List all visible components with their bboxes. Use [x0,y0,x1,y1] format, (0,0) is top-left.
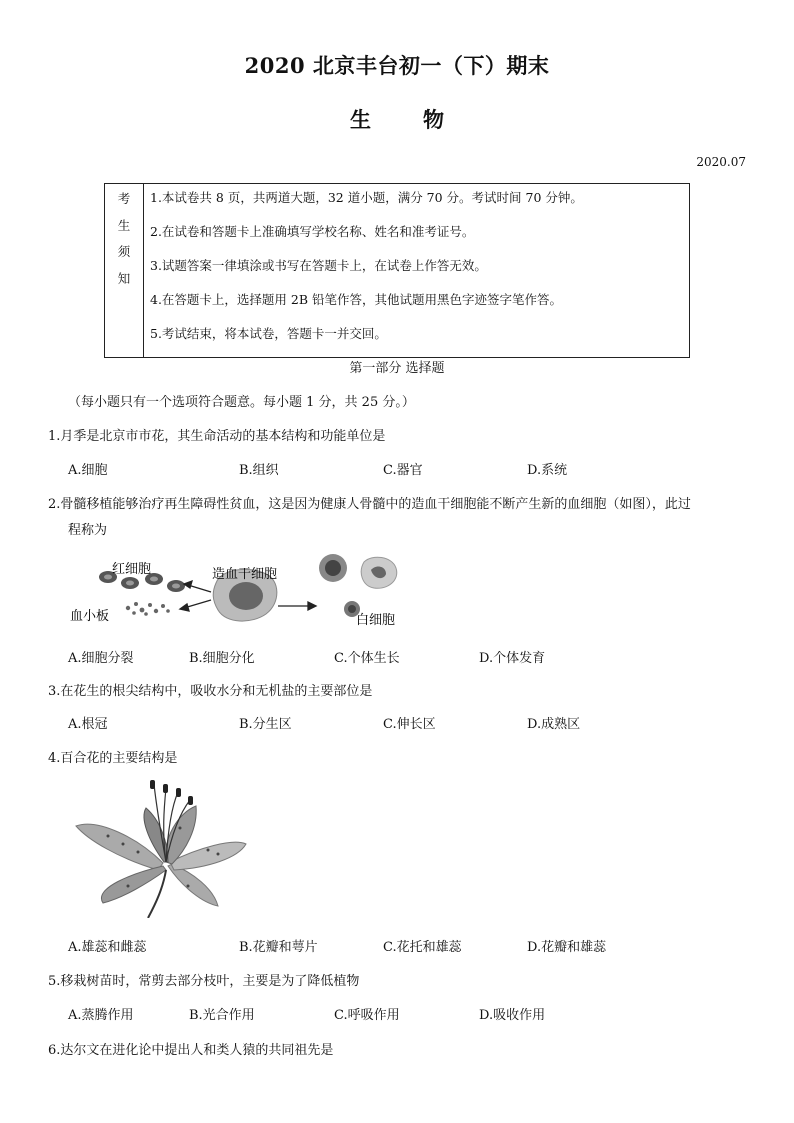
option: D.成熟区 [527,717,581,732]
part-instruction: （每小题只有一个选项符合题意。每小题 1 分，共 25 分。） [68,395,415,410]
part-title: 第一部分 选择题 [349,361,445,376]
question-stem: 6.达尔文在进化论中提出人和类人猿的共同祖先是 [48,1043,334,1058]
option: A.蒸腾作用 [68,1008,134,1023]
option: C.器官 [383,463,423,478]
option: D.吸收作用 [479,1008,546,1023]
notice-item: 2.在试卷和答题卡上准确填写学校名称、姓名和准考证号。 [150,224,475,239]
option: B.光合作用 [189,1008,255,1023]
label-stem-cell: 造血干细胞 [212,567,278,582]
blood-cell-figure [66,548,416,638]
notice-table [104,183,690,358]
question-stem: 2.骨髓移植能够治疗再生障碍性贫血，这是因为健康人骨髓中的造血干细胞能不断产生新的血细胞（如图），此过 [48,497,691,512]
option: B.组织 [239,463,279,478]
notice-item: 5.考试结束，将本试卷，答题卡一并交回。 [150,326,387,341]
option: C.花托和雄蕊 [383,940,462,955]
option: B.分生区 [239,717,292,732]
option: D.花瓣和雄蕊 [527,940,607,955]
option: B.花瓣和萼片 [239,940,318,955]
notice-items [144,184,690,358]
exam-title: 2020 北京丰台初一（下）期末 [244,53,550,78]
question-stem-cont: 程称为 [68,523,108,538]
option: A.雄蕊和雌蕊 [68,940,147,955]
label-rbc: 红细胞 [112,562,152,577]
notice-item: 4.在答题卡上，选择题用 2B 铅笔作答，其他试题用黑色字迹签字笔作答。 [150,292,563,307]
option: A.细胞分裂 [68,651,134,666]
option: A.根冠 [68,717,108,732]
option: C.个体生长 [334,651,400,666]
option: C.呼吸作用 [334,1008,400,1023]
label-wbc: 白细胞 [356,613,396,628]
question-stem: 3.在花生的根尖结构中，吸收水分和无机盐的主要部位是 [48,684,373,699]
option: D.个体发育 [479,651,546,666]
question-stem: 4.百合花的主要结构是 [48,751,178,766]
notice-item: 1.本试卷共 8 页，共两道大题，32 道小题，满分 70 分。考试时间 70 分钟。 [150,190,583,205]
subject-title [0,104,794,134]
option: A.细胞 [68,463,108,478]
white-blood-cells-icon [319,554,397,617]
label-platelet: 血小板 [70,609,110,624]
question-stem: 1.月季是北京市市花，其生命活动的基本结构和功能单位是 [48,429,386,444]
subject-char: 生 [350,107,371,132]
option: B.细胞分化 [189,651,255,666]
option: D.系统 [527,463,568,478]
notice-side-label: 考 生 须 知 [105,184,144,358]
lily-flower-icon [76,780,246,918]
option: C.伸长区 [383,717,436,732]
question-stem: 5.移栽树苗时，常剪去部分枝叶，主要是为了降低植物 [48,974,360,989]
platelets-icon [126,602,170,616]
notice-item: 3.试题答案一律填涂或书写在答题卡上，在试卷上作答无效。 [150,258,487,273]
subject-char: 物 [423,107,444,132]
lily-flower-figure [68,778,258,918]
exam-date: 2020.07 [696,155,746,169]
